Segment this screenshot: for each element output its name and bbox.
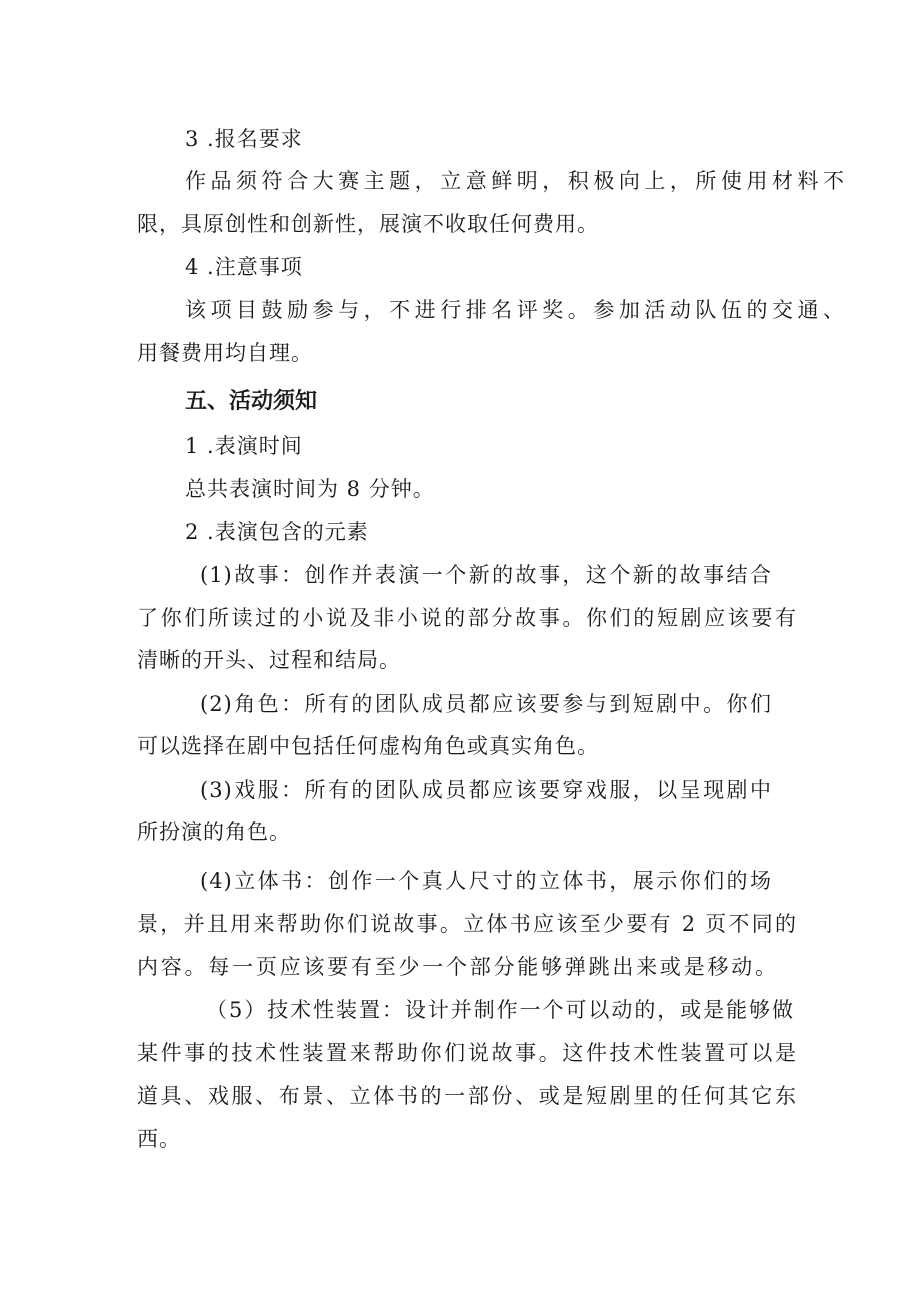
paragraph-line: 所扮演的角色。 bbox=[137, 820, 291, 844]
paragraph-line: 作品须符合大赛主题，立意鲜明，积极向上，所使用材料不 bbox=[185, 169, 845, 193]
list-item-popup-book: (4)立体书：创作一个真人尺寸的立体书，展示你们的场 bbox=[200, 869, 772, 893]
paragraph-line: 清晰的开头、过程和结局。 bbox=[137, 648, 401, 672]
section-title-elements: 2 .表演包含的元素 bbox=[185, 520, 369, 544]
list-item-technical-device: （5）技术性装置：设计并制作一个可以动的，或是能够做 bbox=[206, 998, 794, 1022]
paragraph-line: 总共表演时间为 8 分钟。 bbox=[185, 477, 435, 501]
paragraph-line: 西。 bbox=[137, 1127, 181, 1151]
list-item-story: (1)故事：创作并表演一个新的故事，这个新的故事结合 bbox=[200, 563, 772, 587]
paragraph-line: 限，具原创性和创新性，展演不收取任何费用。 bbox=[137, 212, 599, 236]
section-title-notes: 4 .注意事项 bbox=[185, 255, 303, 279]
section-title-performance-time: 1 .表演时间 bbox=[185, 434, 303, 458]
paragraph-line: 该项目鼓励参与，不进行排名评奖。参加活动队伍的交通、 bbox=[185, 298, 845, 322]
paragraph-line: 用餐费用均自理。 bbox=[137, 341, 313, 365]
list-item-costume: (3)戏服：所有的团队成员都应该要穿戏服，以呈现剧中 bbox=[200, 778, 772, 802]
paragraph-line: 了你们所读过的小说及非小说的部分故事。你们的短剧应该要有 bbox=[137, 606, 797, 630]
section-title-signup-requirements: 3 .报名要求 bbox=[185, 127, 303, 151]
section-heading-activity-notice: 五、活动须知 bbox=[185, 389, 318, 414]
paragraph-line: 某件事的技术性装置来帮助你们说故事。这件技术性装置可以是 bbox=[137, 1041, 797, 1065]
paragraph-line: 内容。每一页应该要有至少一个部分能够弹跳出来或是移动。 bbox=[137, 955, 777, 979]
paragraph-line: 道具、戏服、布景、立体书的一部份、或是短剧里的任何其它东 bbox=[137, 1084, 797, 1108]
list-item-role: (2)角色：所有的团队成员都应该要参与到短剧中。你们 bbox=[200, 692, 772, 716]
paragraph-line: 景，并且用来帮助你们说故事。立体书应该至少要有 2 页不同的 bbox=[137, 912, 797, 936]
paragraph-line: 可以选择在剧中包括任何虚构角色或真实角色。 bbox=[137, 734, 599, 758]
